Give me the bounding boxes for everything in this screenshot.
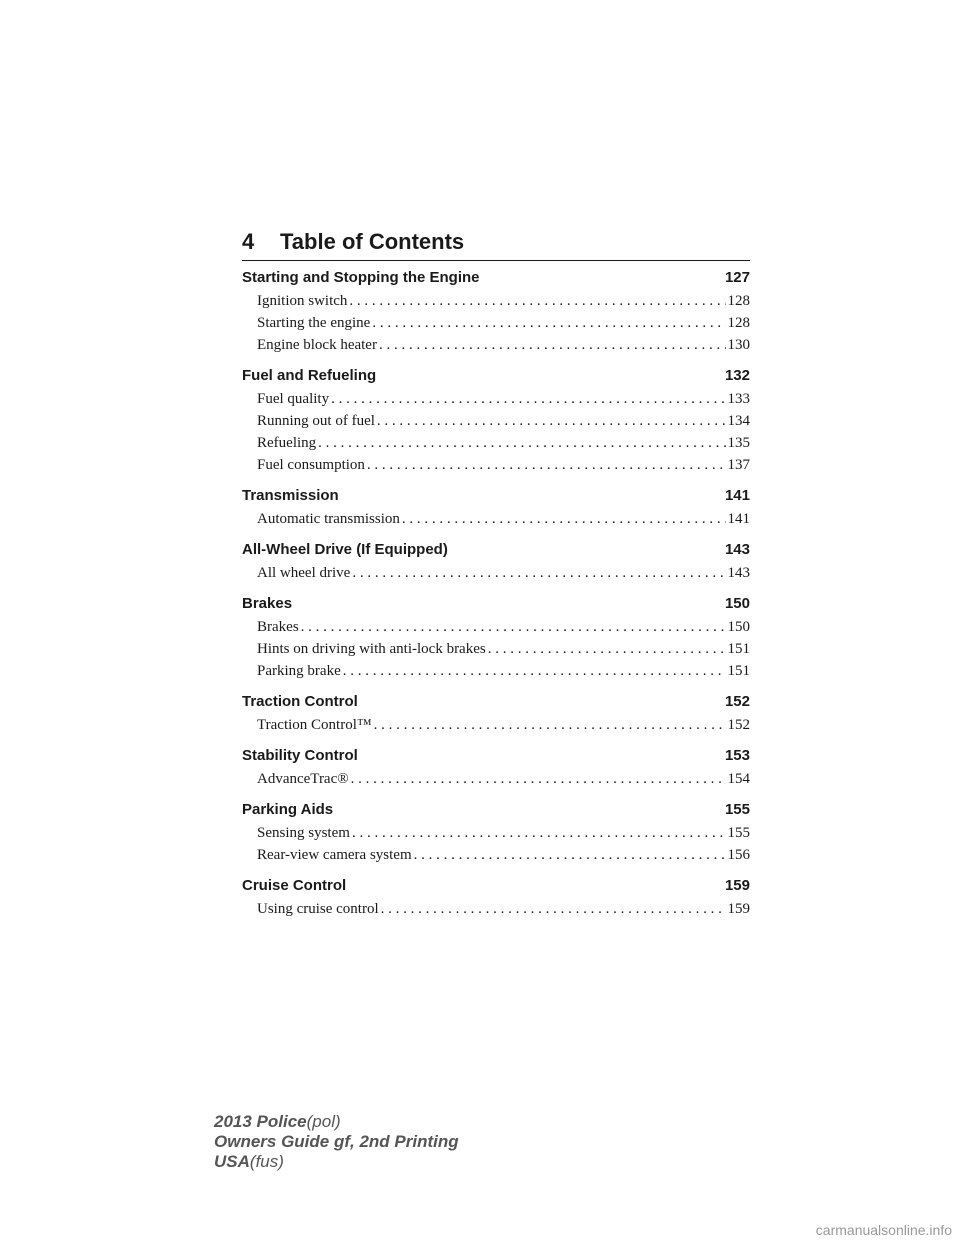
entry-label: AdvanceTrac® — [257, 771, 349, 787]
entry-page: 137 — [727, 457, 750, 473]
dot-leader — [367, 454, 726, 476]
toc-section — [242, 798, 750, 866]
toc-entry[interactable] — [242, 508, 750, 530]
toc-entry[interactable] — [242, 768, 750, 790]
dot-leader — [331, 388, 725, 410]
entry-page: 143 — [727, 565, 750, 581]
dot-leader — [352, 562, 725, 584]
dot-leader — [377, 410, 726, 432]
print-footer — [214, 1112, 459, 1172]
section-title: Transmission — [242, 487, 339, 504]
toc-section — [242, 690, 750, 736]
dot-leader — [374, 714, 726, 736]
footer-market-code: (fus) — [249, 1152, 284, 1171]
section-page: 155 — [724, 801, 750, 818]
dot-leader — [318, 432, 725, 454]
dot-leader — [402, 508, 726, 530]
entry-label: Ignition switch — [257, 293, 348, 309]
entry-page: 152 — [727, 717, 750, 733]
page-title: Table of Contents — [280, 229, 465, 254]
section-title: Cruise Control — [242, 877, 347, 894]
section-page: 153 — [724, 747, 750, 764]
section-title: Fuel and Refueling — [242, 367, 377, 384]
toc-entry[interactable] — [242, 714, 750, 736]
section-page: 132 — [724, 367, 750, 384]
dot-leader — [488, 638, 726, 660]
entry-label: Fuel quality — [257, 391, 330, 407]
toc-entry[interactable] — [242, 410, 750, 432]
entry-page: 156 — [727, 847, 750, 863]
entry-page: 135 — [727, 435, 750, 451]
toc-entry[interactable] — [242, 616, 750, 638]
section-title: Stability Control — [242, 747, 358, 764]
footer-line-3 — [214, 1152, 459, 1172]
section-title: Brakes — [242, 595, 293, 612]
dot-leader — [343, 660, 726, 682]
toc-entry[interactable] — [242, 638, 750, 660]
toc-section — [242, 266, 750, 356]
toc-section-heading[interactable] — [242, 798, 750, 822]
entry-label: Running out of fuel — [257, 413, 375, 429]
entry-label: Starting the engine — [257, 315, 371, 331]
entry-label: Parking brake — [257, 663, 341, 679]
toc-section — [242, 538, 750, 584]
footer-market: USA — [214, 1152, 250, 1171]
table-of-contents — [242, 266, 750, 928]
toc-section-heading[interactable] — [242, 266, 750, 290]
footer-model-code: (pol) — [306, 1112, 341, 1131]
toc-section-heading[interactable] — [242, 592, 750, 616]
page-header — [242, 228, 750, 261]
toc-section-heading[interactable] — [242, 364, 750, 388]
entry-page: 128 — [727, 293, 750, 309]
entry-page: 134 — [727, 413, 750, 429]
toc-section — [242, 592, 750, 682]
watermark: carmanualsonline.info — [815, 1222, 952, 1238]
entry-page: 130 — [727, 337, 750, 353]
entry-label: Refueling — [257, 435, 317, 451]
section-page: 141 — [724, 487, 750, 504]
entry-page: 133 — [727, 391, 750, 407]
section-page: 159 — [724, 877, 750, 894]
section-title: All-Wheel Drive (If Equipped) — [242, 541, 448, 558]
toc-section-heading[interactable] — [242, 690, 750, 714]
section-page: 152 — [724, 693, 750, 710]
dot-leader — [352, 822, 726, 844]
section-page: 127 — [724, 269, 750, 286]
dot-leader — [381, 898, 726, 920]
toc-section-heading[interactable] — [242, 874, 750, 898]
section-title: Parking Aids — [242, 801, 334, 818]
toc-section-heading[interactable] — [242, 744, 750, 768]
entry-label: Sensing system — [257, 825, 350, 841]
section-page: 150 — [724, 595, 750, 612]
entry-page: 154 — [727, 771, 750, 787]
toc-entry[interactable] — [242, 822, 750, 844]
dot-leader — [372, 312, 725, 334]
section-page: 143 — [724, 541, 750, 558]
entry-page: 150 — [727, 619, 750, 635]
entry-label: Engine block heater — [257, 337, 377, 353]
entry-label: Brakes — [257, 619, 299, 635]
entry-label: All wheel drive — [257, 565, 351, 581]
dot-leader — [349, 290, 725, 312]
toc-entry[interactable] — [242, 844, 750, 866]
dot-leader — [414, 844, 726, 866]
entry-page: 159 — [727, 901, 750, 917]
toc-entry[interactable] — [242, 334, 750, 356]
entry-page: 128 — [727, 315, 750, 331]
dot-leader — [379, 334, 726, 356]
footer-model: 2013 Police — [214, 1112, 307, 1131]
toc-section-heading[interactable] — [242, 484, 750, 508]
footer-line-1 — [214, 1112, 459, 1132]
toc-entry[interactable] — [242, 290, 750, 312]
toc-section — [242, 484, 750, 530]
entry-label: Rear-view camera system — [257, 847, 412, 863]
toc-section — [242, 364, 750, 476]
entry-label: Using cruise control — [257, 901, 379, 917]
toc-entry[interactable] — [242, 388, 750, 410]
page-number: 4 — [242, 229, 255, 254]
toc-section-heading[interactable] — [242, 538, 750, 562]
footer-line-2: Owners Guide gf, 2nd Printing — [214, 1132, 459, 1151]
dot-leader — [301, 616, 726, 638]
entry-page: 155 — [727, 825, 750, 841]
entry-label: Fuel consumption — [257, 457, 365, 473]
dot-leader — [351, 768, 726, 790]
toc-entry[interactable] — [242, 898, 750, 920]
toc-section — [242, 744, 750, 790]
entry-label: Hints on driving with anti-lock brakes — [257, 641, 486, 657]
entry-page: 151 — [727, 663, 750, 679]
toc-entry[interactable] — [242, 660, 750, 682]
toc-entry[interactable] — [242, 312, 750, 334]
toc-entry[interactable] — [242, 562, 750, 584]
entry-page: 141 — [727, 511, 750, 527]
entry-page: 151 — [727, 641, 750, 657]
toc-entry[interactable] — [242, 432, 750, 454]
toc-entry[interactable] — [242, 454, 750, 476]
section-title: Traction Control — [242, 693, 358, 710]
toc-section — [242, 874, 750, 920]
entry-label: Automatic transmission — [257, 511, 400, 527]
entry-label: Traction Control™ — [257, 717, 372, 733]
section-title: Starting and Stopping the Engine — [242, 269, 480, 286]
